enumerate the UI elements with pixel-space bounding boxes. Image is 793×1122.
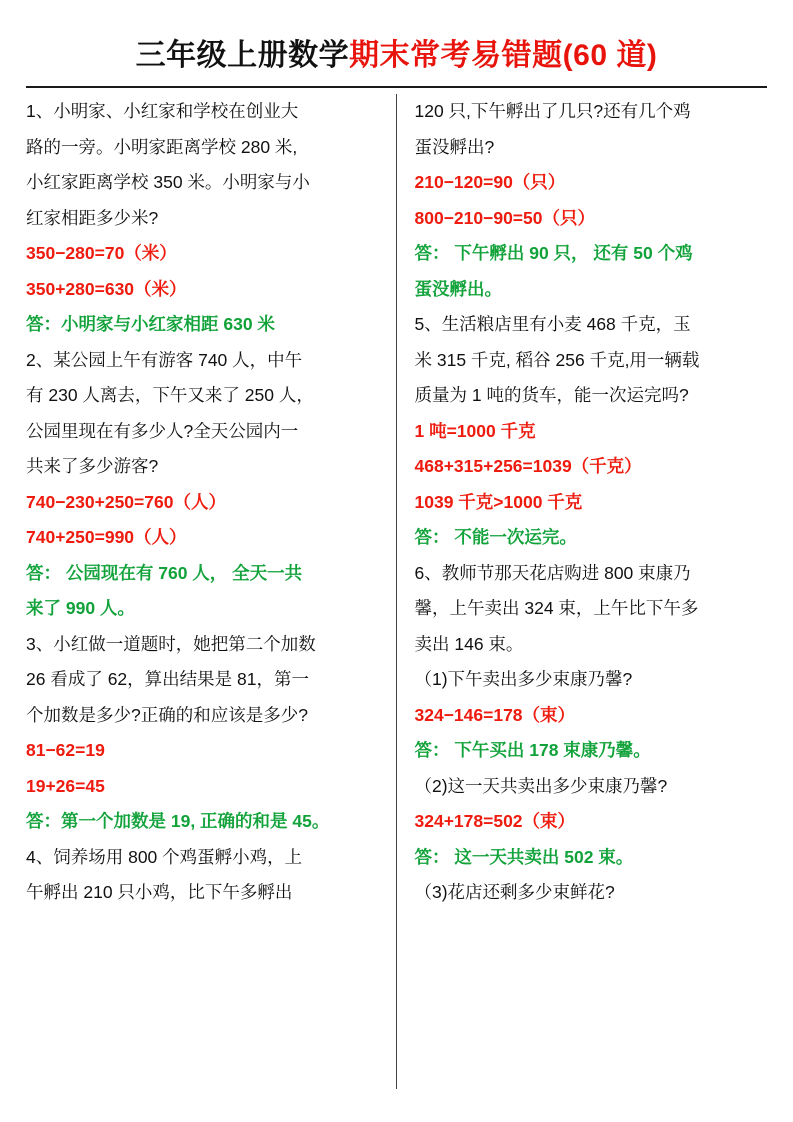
text-line: 红家相距多少米? — [26, 207, 159, 228]
text-line: （3)花店还剩多少束鲜花? — [414, 882, 615, 902]
text-line: 5、生活粮店里有小麦 468 千克，玉 — [414, 314, 691, 334]
text-line: 答：小明家与小红家相距 630 米 — [26, 314, 275, 334]
right-column — [397, 94, 768, 1089]
text-line: 210−120=90（只） — [414, 172, 566, 192]
text-line: 共来了多少游客? — [26, 456, 159, 476]
text-line: 1039 千克>1000 千克 — [414, 491, 583, 512]
text-line: 1、小明家、小红家和学校在创业大 — [26, 101, 299, 121]
text-line: 个加数是多少?正确的和应该是多少? — [26, 704, 308, 725]
text-line: 350+280=630（米） — [26, 278, 187, 299]
page-title-black: 三年级上册数学 — [135, 39, 350, 72]
text-line: 小红家距离学校 350 米。小明家与小 — [26, 172, 310, 192]
text-line: 米 315 千克, 稻谷 256 千克,用一辆载 — [414, 349, 700, 370]
text-line: 公园里现在有多少人?全天公园内一 — [26, 420, 299, 441]
text-line: 324+178=502（束） — [414, 811, 576, 831]
text-line: 468+315+256=1039（千克） — [414, 456, 642, 476]
left-column — [26, 94, 397, 1089]
text-line: （1)下午卖出多少束康乃馨? — [414, 669, 633, 689]
text-line: 答： 这一天共卖出 502 束。 — [414, 846, 634, 867]
text-line: 答： 下午买出 178 束康乃馨。 — [414, 740, 651, 760]
text-line: 答： 公园现在有 760 人， 全天一共 — [26, 562, 303, 583]
page-title — [26, 38, 767, 74]
text-line: 蛋没孵出。 — [414, 278, 502, 299]
text-line: 26 看成了 62，算出结果是 81，第一 — [26, 669, 309, 689]
text-line: 6、教师节那天花店购进 800 束康乃 — [414, 562, 691, 583]
text-line: 午孵出 210 只小鸡，比下午多孵出 — [26, 882, 293, 902]
text-line: 答： 下午孵出 90 只， 还有 50 个鸡 — [414, 243, 693, 263]
text-line: 质量为 1 吨的货车，能一次运完吗? — [414, 385, 689, 405]
text-line: 答：第一个加数是 19, 正确的和是 45。 — [26, 811, 330, 831]
text-line: 来了 990 人。 — [26, 598, 135, 618]
page-title-red: 期末常考易错题(60 道) — [349, 39, 658, 72]
text-line: 120 只,下午孵出了几只?还有几个鸡 — [414, 101, 691, 121]
text-line: （2)这一天共卖出多少束康乃馨? — [414, 775, 668, 796]
text-line: 2、某公园上午有游客 740 人，中午 — [26, 349, 303, 370]
text-line: 答： 不能一次运完。 — [414, 527, 577, 547]
text-line: 1 吨=1000 千克 — [414, 420, 536, 441]
text-line: 蛋没孵出? — [414, 136, 495, 157]
text-line: 3、小红做一道题时，她把第二个加数 — [26, 633, 316, 654]
text-line: 740+250=990（人） — [26, 527, 187, 547]
text-line: 324−146=178（束） — [414, 704, 576, 725]
text-line: 路的一旁。小明家距离学校 280 米, — [26, 136, 298, 157]
text-line: 81−62=19 — [26, 740, 105, 760]
text-line: 350−280=70（米） — [26, 243, 177, 263]
text-line: 4、饲养场用 800 个鸡蛋孵小鸡，上 — [26, 846, 303, 867]
text-line: 卖出 146 束。 — [414, 633, 524, 654]
text-line: 800−210−90=50（只） — [414, 207, 595, 228]
content-columns — [26, 94, 767, 1089]
text-line: 19+26=45 — [26, 775, 105, 796]
text-line: 有 230 人离去，下午又来了 250 人， — [26, 385, 314, 405]
title-divider — [26, 86, 767, 88]
text-line: 馨，上午卖出 324 束，上午比下午多 — [414, 598, 699, 618]
text-line: 740−230+250=760（人） — [26, 491, 226, 512]
